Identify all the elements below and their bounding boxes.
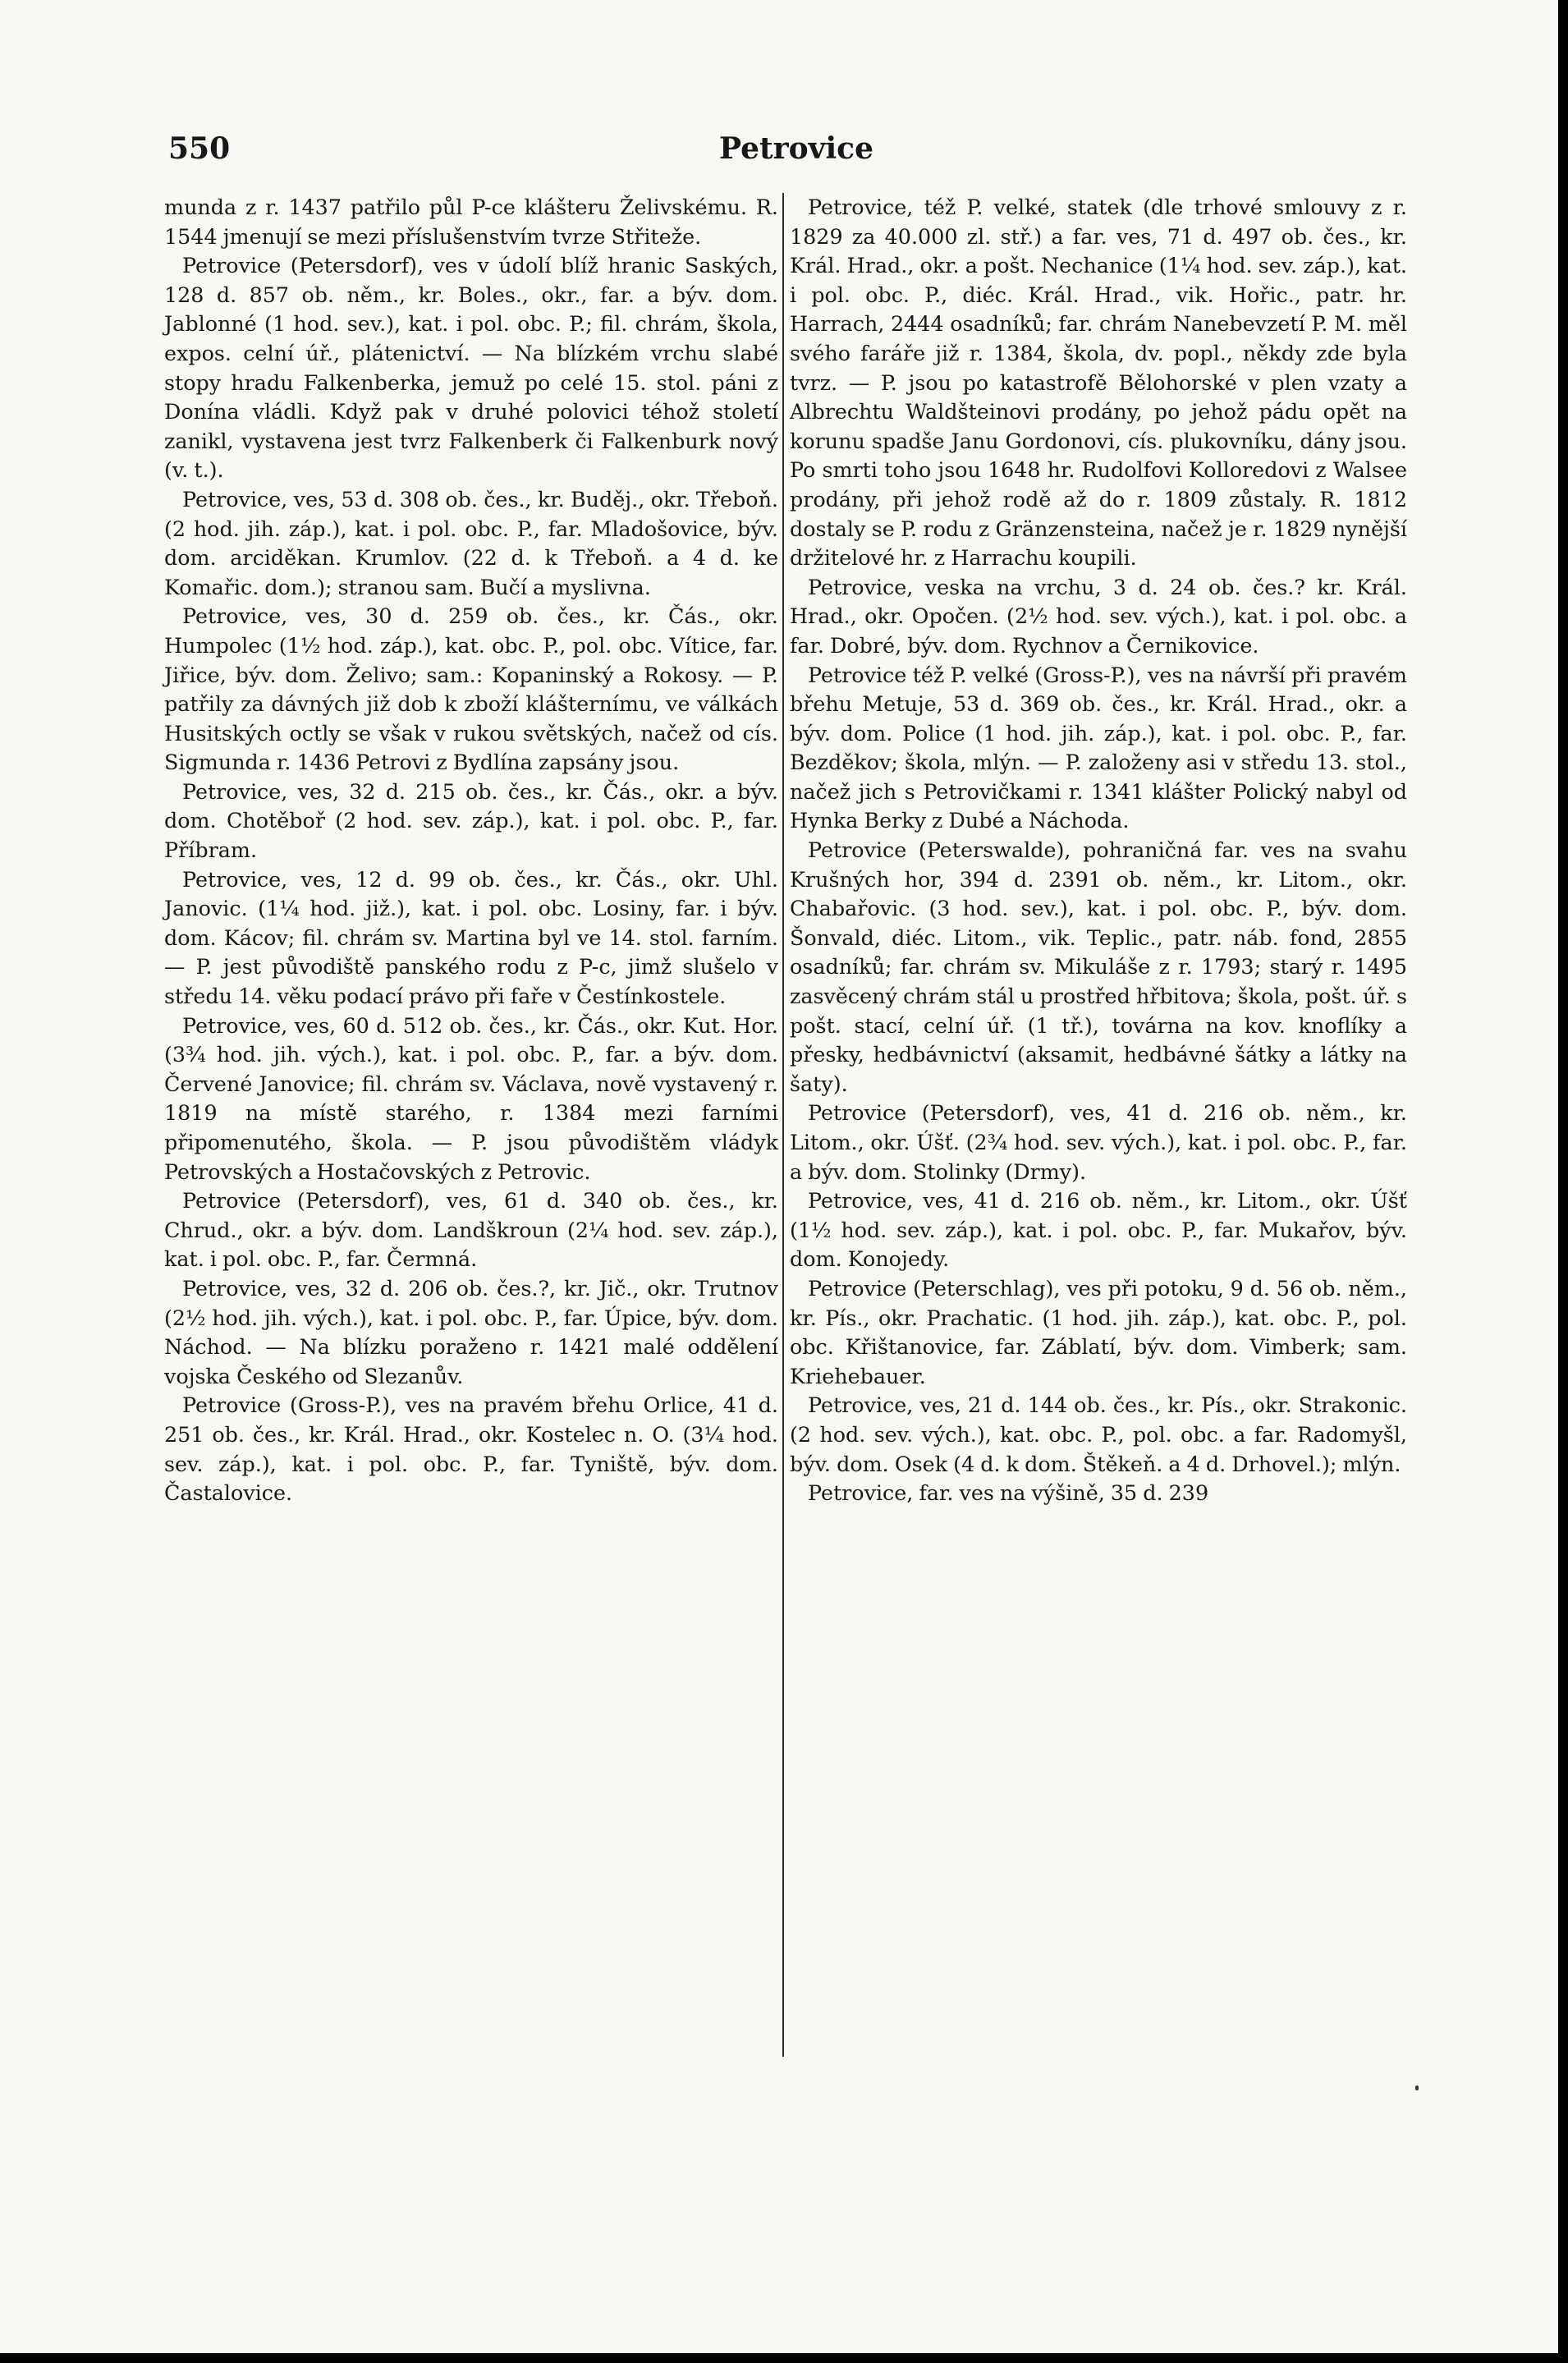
dictionary-entry: Petrovice, ves, 53 d. 308 ob. čes., kr. Buděj., okr. Třeboň. (2 hod. jih. záp.), kat. i pol. obc. P., far. Mladošovice, býv. dom. arciděkan. Krumlov. (22 d. k Třeboň. a 4 d. ke Komařic. dom.); stranou sam. Bučí a myslivna. <box>164 486 778 599</box>
dictionary-entry: Petrovice, ves, 21 d. 144 ob. čes., kr. Pís., okr. Strakonic. (2 hod. sev. vých.), kat. obc. P., pol. obc. a far. Radomyšl, býv. dom. Osek (4 d. k dom. Štěkeň. a 4 d. Drhovel.); mlýn. <box>790 1393 1407 1476</box>
left-column <box>164 193 778 1508</box>
scan-edge-right <box>1558 0 1568 2363</box>
scan-edge-bottom <box>0 2353 1568 2363</box>
dictionary-entry: Petrovice, ves, 12 d. 99 ob. čes., kr. Čás., okr. Uhl. Janovic. (1¼ hod. již.), kat. i pol. obc. Losiny, far. i býv. dom. Kácov; fil. chrám sv. Martina byl ve 14. stol. farním. — P. jest původiště panského rodu z P-c, jimž slušelo v středu 14. věku podací právo při faře v Čestínkostele. <box>164 866 778 1009</box>
right-column <box>790 193 1407 1508</box>
column-divider <box>782 193 784 2057</box>
dictionary-entry: Petrovice (Peterschlag), ves při potoku, 9 d. 56 ob. něm., kr. Pís., okr. Prachatic. (1 hod. jih. záp.), kat. obc. P., pol. obc. Křištanovice, far. Záblatí, býv. dom. Vimberk; sam. Kriehebauer. <box>790 1275 1407 1388</box>
dictionary-entry: Petrovice, ves, 30 d. 259 ob. čes., kr. Čás., okr. Humpolec (1½ hod. záp.), kat. obc. P., pol. obc. Vítice, far. Jiřice, býv. dom. Želivo; sam.: Kopaninský a Rokosy. — P. patřily za dávných již dob k zboží klášternímu, ve válkách Husitských octly se však v rukou světských, načež od cís. Sigmunda r. 1436 Petrovi z Bydlína zapsány jsou. <box>164 603 778 775</box>
ink-speck <box>1415 2085 1419 2090</box>
dictionary-entry: Petrovice, veska na vrchu, 3 d. 24 ob. čes.? kr. Král. Hrad., okr. Opočen. (2½ hod. sev. vých.), kat. i pol. obc. a far. Dobré, býv. dom. Rychnov a Černikovice. <box>790 574 1407 658</box>
dictionary-entry: Petrovice (Peterswalde), pohraničná far. ves na svahu Krušných hor, 394 d. 2391 ob. něm., kr. Litom., okr. Chabařovic. (3 hod. sev.), kat. i pol. obc. P., býv. dom. Šonvald, diéc. Litom., vik. Teplic., patr. náb. fond, 2855 osadníků; far. chrám sv. Mikuláše z r. 1793; starý r. 1495 zasvěcený chrám stál u prostřed hřbitova; škola, pošt. úř. s pošt. stací, celní úř. (1 tř.), továrna na kov. knoflíky a přesky, hedbávnictví (aksamit, hedbávné šátky a látky na šaty). <box>790 837 1407 1096</box>
dictionary-entry: Petrovice též P. velké (Gross-P.), ves na návrší při pravém břehu Metuje, 53 d. 369 ob. čes., kr. Král. Hrad., okr. a býv. dom. Police (1 hod. jih. záp.), kat. i pol. obc. P., far. Bezděkov; škola, mlýn. — P. založeny asi v středu 13. stol., načež jich s Petrovičkami r. 1341 klášter Polický nabyl od Hynka Berky z Dubé a Náchoda. <box>790 662 1407 833</box>
running-head: Petrovice <box>718 131 874 166</box>
dictionary-entry: Petrovice (Petersdorf), ves, 61 d. 340 ob. čes., kr. Chrud., okr. a býv. dom. Landškroun (2¼ hod. sev. záp.), kat. i pol. obc. P., far. Čermná. <box>164 1188 778 1272</box>
page-number: 550 <box>168 131 231 166</box>
dictionary-entry: Petrovice (Petersdorf), ves, 41 d. 216 ob. něm., kr. Litom., okr. Úšť. (2¾ hod. sev. vých.), kat. i pol. obc. P., far. a býv. dom. Stolinky (Drmy). <box>790 1100 1407 1184</box>
dictionary-entry: Petrovice (Petersdorf), ves v údolí blíž hranic Saských, 128 d. 857 ob. něm., kr. Boles., okr., far. a býv. dom. Jablonné (1 hod. sev.), kat. i pol. obc. P.; fil. chrám, škola, expos. celní úř., plátenictví. — Na blízkém vrchu slabé stopy hradu Falkenberka, jemuž po celé 15. stol. páni z Donína vládli. Když pak v druhé polovici téhož století zanikl, vystavena jest tvrz Falkenberk či Falkenburk nový (v. t.). <box>164 253 778 483</box>
dictionary-entry: Petrovice, far. ves na výšině, 35 d. 239 <box>808 1480 1209 1506</box>
dictionary-entry: Petrovice, ves, 41 d. 216 ob. něm., kr. Litom., okr. Úšť (1½ hod. sev. záp.), kat. i pol. obc. P., far. Mukařov, býv. dom. Konojedy. <box>790 1188 1407 1272</box>
dictionary-entry: Petrovice, též P. velké, statek (dle trhové smlouvy z r. 1829 za 40.000 zl. stř.) a far. ves, 71 d. 497 ob. čes., kr. Král. Hrad., okr. a pošt. Nechanice (1¼ hod. sev. záp.), kat. i pol. obc. P., diéc. Král. Hrad., vik. Hořic., patr. hr. Harrach, 2444 osadníků; far. chrám Nanebevzetí P. M. měl svého faráře již r. 1384, škola, dv. popl., někdy zde byla tvrz. — P. jsou po katastrofě Bělohorské v plen vzaty a Albrechtu Waldšteinovi prodány, po jehož pádu opět na korunu spadše Janu Gordonovi, cís. plukovníku, dány jsou. Po smrti toho jsou 1648 hr. Rudolfovi Kolloredovi z Walsee prodány, při jehož rodě až do r. 1809 zůstaly. R. 1812 dostaly se P. rodu z Gränzensteina, načež je r. 1829 nynější držitelové hr. z Harrachu koupili. <box>790 195 1407 571</box>
dictionary-entry: Petrovice, ves, 60 d. 512 ob. čes., kr. Čás., okr. Kut. Hor. (3¾ hod. jih. vých.), kat. i pol. obc. P., far. a býv. dom. Červené Janovice; fil. chrám sv. Václava, nově vystavený r. 1819 na místě starého, r. 1384 mezi farními připomenutého, škola. — P. jsou původištěm vládyk Petrovských a Hostačovských z Petrovic. <box>164 1012 778 1184</box>
dictionary-entry: Petrovice, ves, 32 d. 215 ob. čes., kr. Čás., okr. a býv. dom. Chotěboř (2 hod. sev. záp.), kat. i pol. obc. P., far. Příbram. <box>164 778 778 863</box>
page-header <box>168 131 1408 181</box>
dictionary-entry: Petrovice (Gross-P.), ves na pravém břehu Orlice, 41 d. 251 ob. čes., kr. Král. Hrad., okr. Kostelec n. O. (3¼ hod. sev. záp.), kat. i pol. obc. P., far. Tyniště, býv. dom. Častalovice. <box>164 1393 778 1506</box>
entry-continuation: munda z r. 1437 patřilo půl P-ce klášteru Želivskému. R. 1544 jmenují se mezi příslušenstvím tvrze Střiteže. <box>164 195 778 249</box>
dictionary-entry: Petrovice, ves, 32 d. 206 ob. čes.?, kr. Jič., okr. Trutnov (2½ hod. jih. vých.), kat. i pol. obc. P., far. Úpice, býv. dom. Náchod. — Na blízku poraženo r. 1421 malé oddělení vojska Českého od Slezanův. <box>164 1275 778 1388</box>
